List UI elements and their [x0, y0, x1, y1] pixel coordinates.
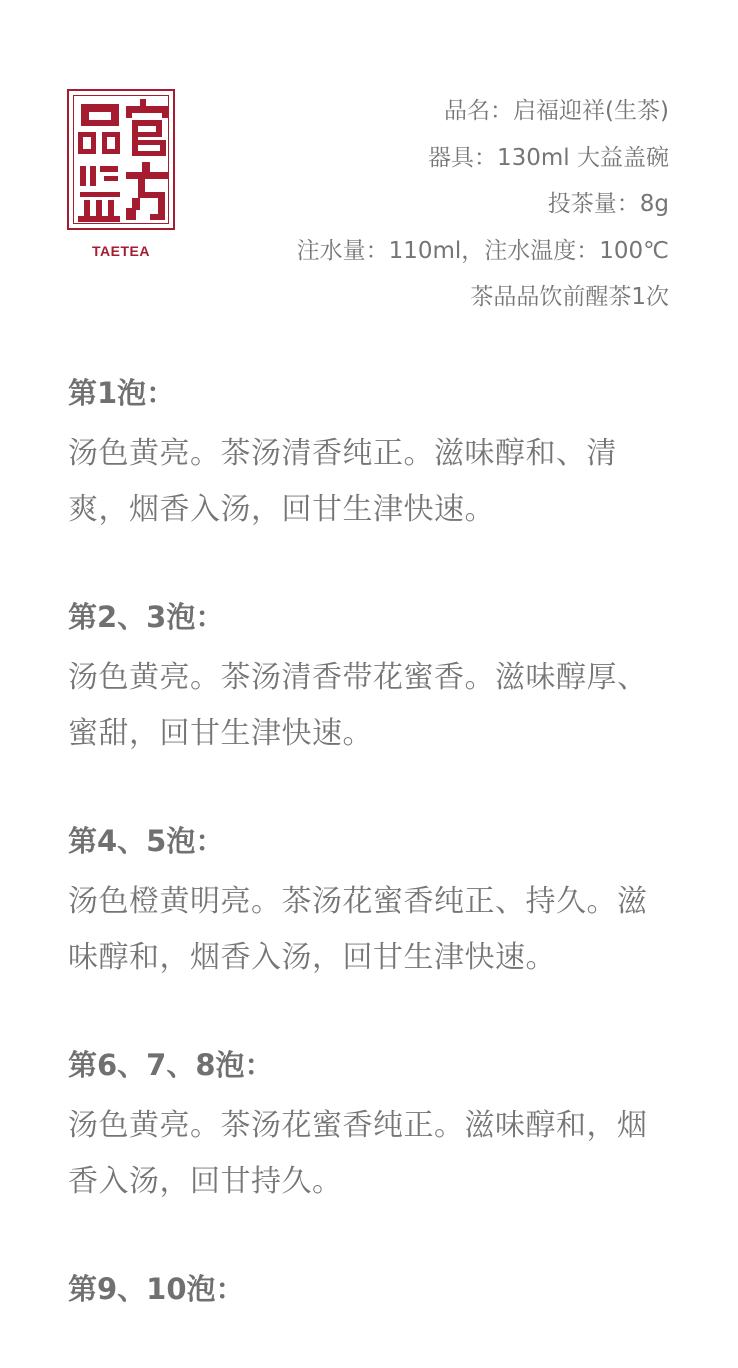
tea-info-block: [297, 88, 669, 321]
info-tea-amount: 投茶量：8g: [547, 191, 669, 217]
brew-heading: 第4、5泡：: [68, 824, 225, 858]
info-product-name: 品名：启福迎祥(生茶): [444, 98, 669, 124]
brew-heading: 第9、10泡：: [68, 1272, 245, 1306]
brew-heading: 第2、3泡：: [68, 600, 225, 634]
brew-section: [68, 596, 676, 762]
brew-description: 汤色黄亮。茶汤花蜜香纯正。滋味醇和，烟香入汤，回甘持久。: [68, 1108, 648, 1199]
brew-heading: 第1泡：: [68, 376, 176, 410]
brew-heading: 第6、7、8泡：: [68, 1048, 274, 1082]
info-water: 注水量：110ml，注水温度：100℃: [296, 237, 669, 264]
brewing-notes: [68, 372, 676, 1368]
brew-section: [68, 372, 676, 538]
info-vessel: 器具：130ml 大益盖碗: [427, 144, 669, 171]
brew-section: [68, 820, 676, 986]
brew-section: [68, 1268, 676, 1310]
brand-name: TAETEA: [92, 243, 150, 259]
logo-seal: [67, 89, 175, 230]
logo-seal-border: [73, 95, 169, 224]
brew-section: [68, 1044, 676, 1210]
brew-description: 汤色黄亮。茶汤清香纯正。滋味醇和、清爽，烟香入汤，回甘生津快速。: [68, 436, 617, 527]
seal-characters-graphic: [74, 96, 172, 227]
brew-description: 汤色黄亮。茶汤清香带花蜜香。滋味醇厚、蜜甜，回甘生津快速。: [68, 660, 648, 751]
info-rinse: 茶品品饮前醒茶1次: [470, 284, 669, 310]
brew-description: 汤色橙黄明亮。茶汤花蜜香纯正、持久。滋味醇和，烟香入汤，回甘生津快速。: [68, 884, 648, 975]
